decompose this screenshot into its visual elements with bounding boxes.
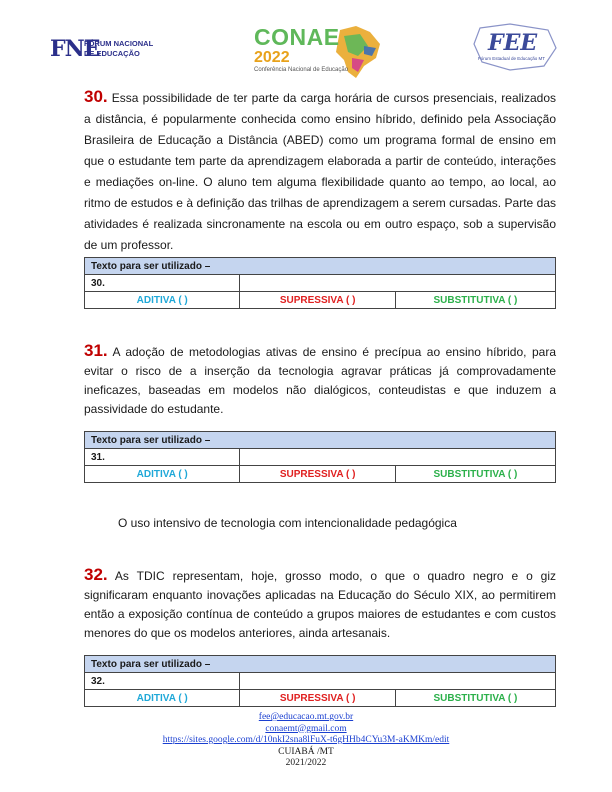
fne-logo-mark: FNE [50,36,100,62]
item-number: 32. [84,565,108,584]
item-32-paragraph [84,565,556,643]
conae-logo-subtitle: Conferência Nacional de Educação [254,67,349,73]
aditiva-option[interactable]: ADITIVA ( ) [85,466,240,483]
page-footer [0,712,612,770]
item-text: Essa possibilidade de ter parte da carga horária de cursos presenciais, realizados a distância, é popularmente conhecida como ensino híbrido, definido pela Associação Brasileira de Educação a Distância (ABED) como um programa formal de ensino em que o estudante tem parte da aprendizagem elaborada a partir de conteúdo, interações e mediações on-line. O aluno tem alguma flexibilidade quanto ao tempo, ao local, ao ritmo de estudos e à definição das trilhas de aprendizagem a serem cursadas. Parte das atividades é realizada sincronamente na escola ou em outro espaço, sob a supervisão de um professor. [84,91,556,252]
item-30-amendment-table [84,257,556,309]
fne-logo [50,34,160,74]
fne-logo-line2: DE EDUCAÇÃO [84,49,140,58]
conae-logo-word: CONAE [254,24,340,50]
substitutiva-option[interactable]: SUBSTITUTIVA ( ) [395,466,555,483]
fee-logo [470,22,560,74]
item-number: 31. [84,341,108,360]
table-item-number: 30. [85,275,240,292]
conae-logo-year: 2022 [254,49,290,66]
item-31-paragraph [84,341,556,419]
text-to-use-field[interactable] [240,275,556,292]
aditiva-option[interactable]: ADITIVA ( ) [85,292,240,309]
fee-email-link[interactable]: fee@educacao.mt.gov.br [258,712,354,722]
conae-logo [252,22,392,84]
supressiva-option[interactable]: SUPRESSIVA ( ) [240,466,395,483]
aditiva-option[interactable]: ADITIVA ( ) [85,690,240,707]
page-header [0,0,612,90]
table-item-number: 31. [85,449,240,466]
table-item-number: 32. [85,673,240,690]
supressiva-option[interactable]: SUPRESSIVA ( ) [240,690,395,707]
table-header: Texto para ser utilizado – [85,656,556,673]
fee-logo-word: FEE [488,30,538,56]
fee-logo-subtitle: Fórum Estadual de Educação MT [478,56,546,61]
supressiva-option[interactable]: SUPRESSIVA ( ) [240,292,395,309]
item-31-amendment-table [84,431,556,483]
text-to-use-field[interactable] [240,673,556,690]
item-text: As TDIC representam, hoje, grosso modo, o que o quadro negro e o giz significaram enquanto inovações aplicadas na Educação do Século XIX, ao permitirem então a exposição contínua de conteúdo a grupos maiores de estudantes e com custos menores do que os modelos anteriores, ainda artesanais. [84,569,557,640]
sites-url-link[interactable]: https://sites.google.com/d/10nkI2sna8lFuX-t6gHHb4CYu3M-aKMKm/edit [162,735,450,745]
footer-years: 2021/2022 [285,758,327,768]
table-header: Texto para ser utilizado – [85,258,556,275]
item-number: 30. [84,87,108,106]
table-header: Texto para ser utilizado – [85,432,556,449]
note-text: O uso intensivo de tecnologia com intencionalidade pedagógica [118,516,457,530]
item-text: A adoção de metodologias ativas de ensino é precípua ao ensino híbrido, para evitar o risco de a inserção da tecnologia agravar práticas já comprovadamente ineficazes, baseadas em modelos não dialógicos, conteudistas e que induzem a passividade do estudante. [84,345,557,416]
footer-city: CUIABÁ /MT [278,746,334,757]
text-to-use-field[interactable] [240,449,556,466]
item-30-paragraph [84,86,556,256]
item-32-amendment-table [84,655,556,707]
substitutiva-option[interactable]: SUBSTITUTIVA ( ) [395,292,555,309]
fne-logo-line1: FÓRUM NACIONAL [84,39,154,48]
conae-email-link[interactable]: conaemt@gmail.com [265,723,347,734]
substitutiva-option[interactable]: SUBSTITUTIVA ( ) [395,690,555,707]
